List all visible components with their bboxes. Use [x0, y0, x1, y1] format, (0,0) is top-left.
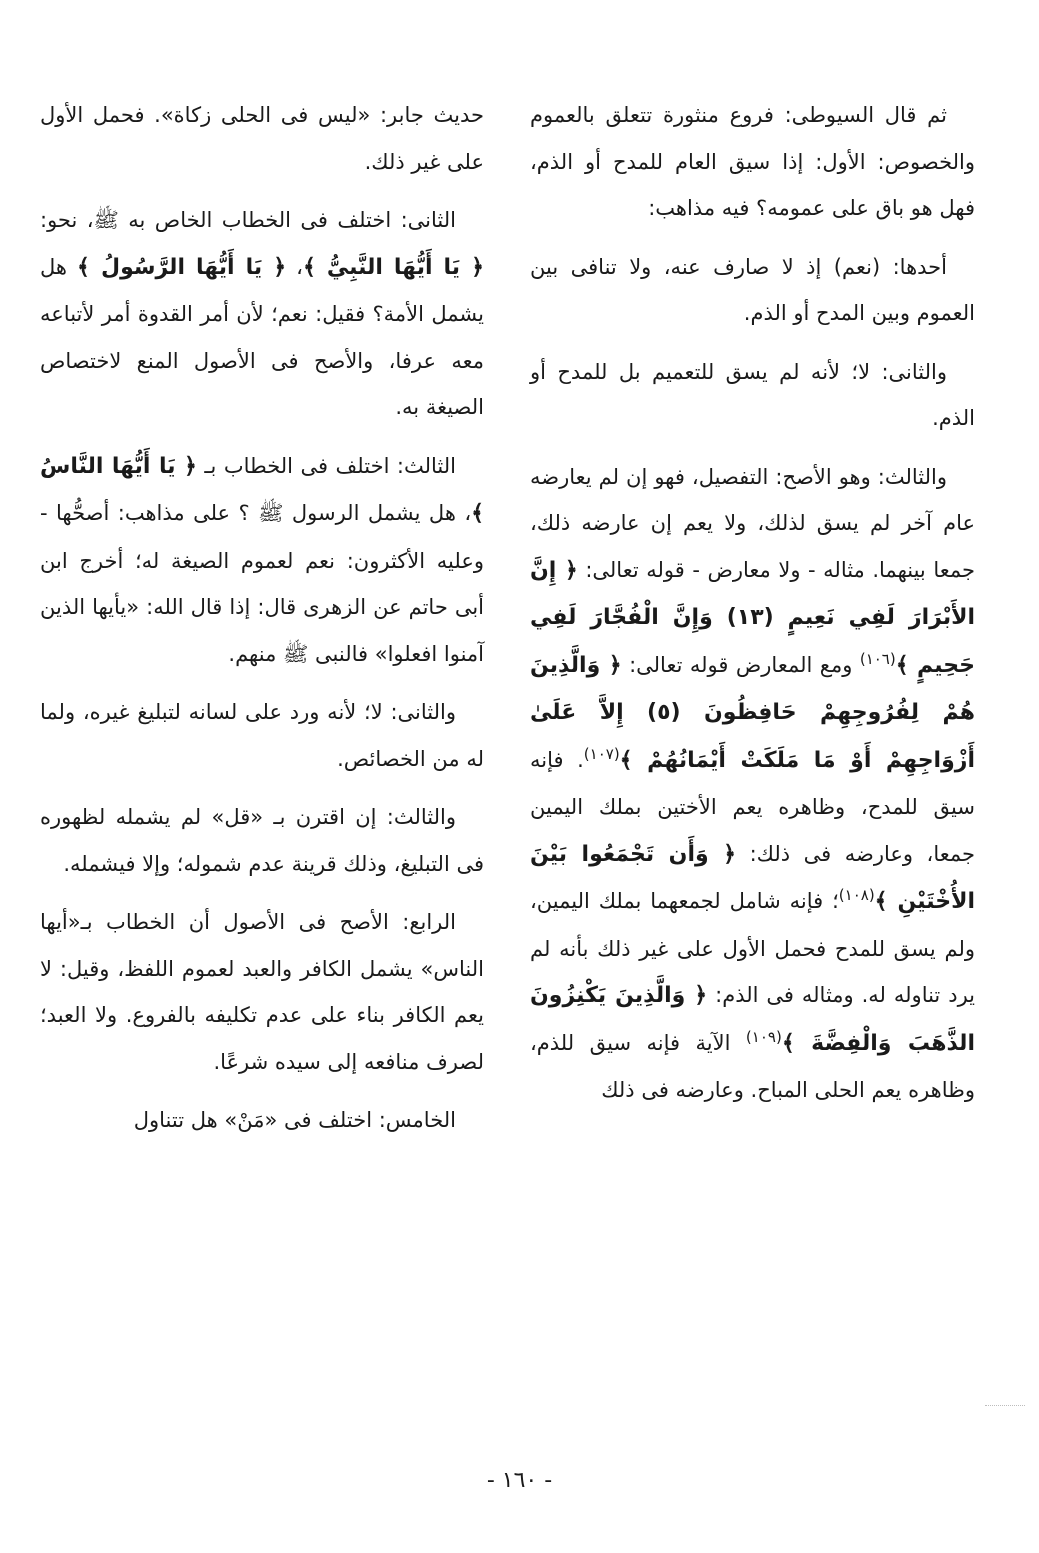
- quran-verse: ﴿ إِنَّ الأَبْرَارَ لَفِي نَعِيمٍ (١٣) وَإِنَّ الْفُجَّارَ لَفِي جَحِيمٍ ﴾: [530, 557, 975, 678]
- body-text: ؛ فإنه شامل لجمعهما بملك اليمين، ولم يسق للمدح فحمل الأول على غير ذلك بأنه لم يرد تناوله له. ومثاله فى الذم:: [530, 889, 976, 1007]
- body-text: ، هل يشمل الرسول ﷺ ؟ على مذاهب: أصحُّها - وعليه الأكثرون: نعم لعموم الصيغة له؛ أخرج ابن أبى حاتم عن الزهرى قال: إذا قال الله: «يأيها الذين آمنوا افعلوا» فالنبى ﷺ منهم.: [40, 501, 484, 666]
- quran-verse: ﴿ وَأَن تَجْمَعُوا بَيْنَ الأُخْتَيْنِ ﴾: [530, 841, 975, 914]
- footnote-ref: (١٠٩): [745, 1027, 782, 1046]
- body-text: الآية فإنه سيق للذم، وظاهره يعم الحلى المباح. وعارضه فى ذلك: [530, 1030, 975, 1102]
- quran-verse: ﴿ يَا أَيُّهَا النَّبِيُّ ﴾: [302, 254, 484, 280]
- page-number: - ١٦٠ -: [486, 1468, 553, 1493]
- paragraph: الخامس: اختلف فى «مَنْ» هل تتناول: [133, 1108, 456, 1132]
- separator: ،: [296, 254, 303, 279]
- paragraph: والثالث: إن اقترن بـ «قل» لم يشمله لظهوره فى التبليغ، وذلك قرينة عدم شموله؛ وإلا فيشمله.: [40, 805, 484, 876]
- body-text: الثالث: اختلف فى الخطاب بـ: [204, 453, 456, 478]
- paragraph: ثم قال السيوطى: فروع منثورة تتعلق بالعموم والخصوص: الأول: إذا سيق العام للمدح أو الذم، فهل هو باق على عمومه؟ فيه مذاهب:: [530, 103, 975, 220]
- body-text: . فإنه سيق للمدح، وظاهره يعم الأختين بملك اليمين جمعا، وعارضه فى ذلك:: [530, 747, 975, 866]
- left-column: [40, 92, 484, 1156]
- body-text: ومع المعارض قوله تعالى:: [629, 652, 853, 677]
- body-text: هل يشمل الأمة؟ فقيل: نعم؛ لأن أمر القدوة أمر لأتباعه معه عرفا، والأصح فى الأصول المنع لاختصاص الصيغة به.: [40, 254, 484, 419]
- footnote-ref: (١٠٧): [583, 744, 620, 763]
- paragraph: أحدها: (نعم) إذ لا صارف عنه، ولا تنافى بين العموم وبين المدح أو الذم.: [530, 254, 975, 325]
- margin-dots: [985, 1405, 1025, 1406]
- body-text: والثالث: وهو الأصح: التفصيل، فهو إن لم يعارضه عام آخر لم يسق لذلك، ولا يعم إن عارضه ذلك، جمعا بينهما. مثاله - ولا معارض - قوله تعالى:: [530, 464, 975, 582]
- quran-verse: ﴿ وَالَّذِينَ هُمْ لِفُرُوجِهِمْ حَافِظُونَ (٥) إِلاَّ عَلَىٰ أَزْوَاجِهِمْ أَوْ مَا مَلَكَتْ أَيْمَانُهُمْ ﴾: [530, 652, 975, 773]
- paragraph: [40, 443, 484, 678]
- paragraph: والثانى: لا؛ لأنه لم يسق للتعميم بل للمدح أو الذم.: [530, 359, 975, 430]
- paragraph: الرابع: الأصح فى الأصول أن الخطاب بـ«أيها الناس» يشمل الكافر والعبد لعموم اللفظ، وقيل: لا يعم الكافر بناء على عدم تكليفه بالفروع. ولا العبد؛ لصرف منافعه إلى سيده شرعًا.: [40, 910, 484, 1074]
- quran-verse: ﴿ يَا أَيُّهَا الرَّسُولُ ﴾: [77, 254, 287, 280]
- footnote-ref: (١٠٦): [859, 649, 896, 668]
- paragraph: حديث جابر: «ليس فى الحلى زكاة». فحمل الأول على غير ذلك.: [40, 103, 484, 174]
- quran-verse: ﴿ يَا أَيُّهَا النَّاسُ ﴾: [40, 453, 484, 526]
- quran-verse: ﴿ وَالَّذِينَ يَكْنِزُونَ الذَّهَبَ وَالْفِضَّةَ ﴾: [530, 983, 975, 1056]
- paragraph: [40, 197, 484, 431]
- paragraph: [530, 454, 975, 1114]
- footnote-ref: (١٠٨): [838, 886, 875, 904]
- paragraph: والثانى: لا؛ لأنه ورد على لسانه لتبليغ غيره، ولما له من الخصائص.: [40, 700, 484, 771]
- right-column: [530, 92, 975, 1126]
- body-text: الثانى: اختلف فى الخطاب الخاص به ﷺ، نحو:: [40, 208, 456, 232]
